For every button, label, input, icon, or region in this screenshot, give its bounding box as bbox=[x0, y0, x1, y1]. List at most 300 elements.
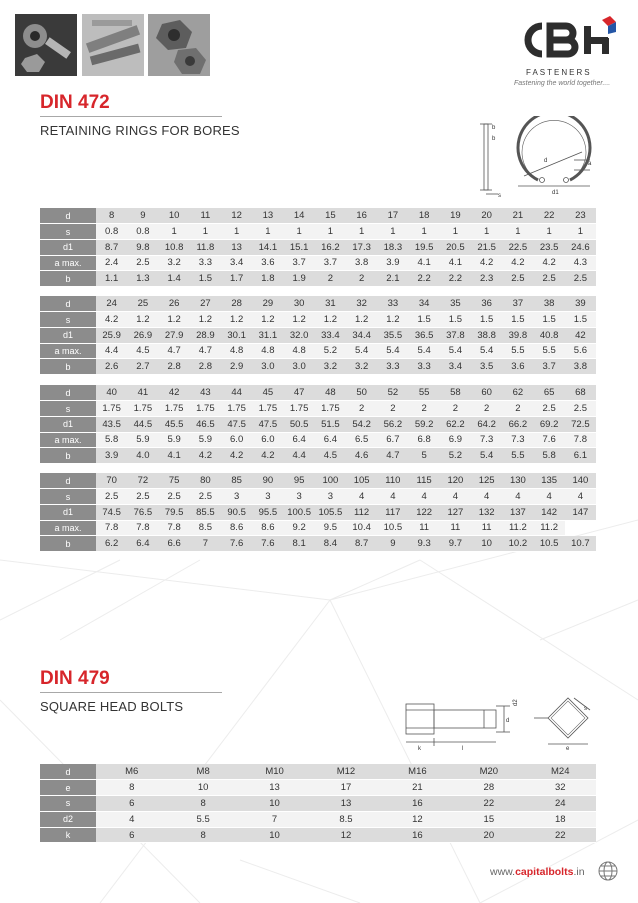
table-cell: 5.4 bbox=[409, 343, 440, 359]
table-cell: 1 bbox=[471, 224, 502, 240]
table-cell: 8.5 bbox=[310, 811, 381, 827]
table-cell: 21 bbox=[502, 208, 533, 224]
table-cell: 80 bbox=[190, 473, 221, 489]
table-cell: 31 bbox=[315, 296, 346, 312]
logo-mark bbox=[516, 16, 620, 64]
table-cell: 2.5 bbox=[127, 255, 158, 271]
table-cell: 28 bbox=[453, 780, 524, 796]
table-cell: 16 bbox=[346, 208, 377, 224]
table-cell: 5.6 bbox=[565, 343, 596, 359]
din472-row bbox=[40, 536, 596, 552]
din472-row bbox=[40, 416, 596, 432]
table-cell: 62.2 bbox=[440, 416, 471, 432]
table-cell: 5.9 bbox=[127, 432, 158, 448]
row-label: d1 bbox=[40, 416, 96, 432]
din472-row bbox=[40, 385, 596, 401]
table-cell: 1 bbox=[409, 224, 440, 240]
table-cell: 5.5 bbox=[534, 343, 565, 359]
table-cell: 5.2 bbox=[440, 448, 471, 464]
table-cell: 13 bbox=[239, 780, 310, 796]
table-cell: 5.4 bbox=[471, 448, 502, 464]
table-cell: 4 bbox=[502, 489, 533, 505]
table-cell: 4.8 bbox=[221, 343, 252, 359]
din472-row bbox=[40, 271, 596, 287]
table-cell: 4.0 bbox=[127, 448, 158, 464]
table-cell: 8.6 bbox=[221, 520, 252, 536]
drawing-label-d2: d2 bbox=[513, 699, 519, 706]
table-cell: 1.7 bbox=[221, 271, 252, 287]
table-cell: 50.5 bbox=[284, 416, 315, 432]
table-cell: 95.5 bbox=[252, 504, 283, 520]
table-cell: 42 bbox=[565, 327, 596, 343]
table-cell: 10 bbox=[159, 208, 190, 224]
table-cell: 125 bbox=[471, 473, 502, 489]
table-cell: 15 bbox=[453, 811, 524, 827]
table-cell: 39.8 bbox=[502, 327, 533, 343]
table-cell: 2.3 bbox=[471, 271, 502, 287]
table-cell: 6.5 bbox=[346, 432, 377, 448]
table-cell: 8.5 bbox=[190, 520, 221, 536]
table-cell: M20 bbox=[453, 764, 524, 780]
table-cell: 5.5 bbox=[167, 811, 238, 827]
table-cell: 2.7 bbox=[127, 359, 158, 375]
table-cell: 3.2 bbox=[346, 359, 377, 375]
globe-icon bbox=[597, 860, 619, 882]
table-cell: 10.8 bbox=[159, 239, 190, 255]
din472-table-block-1 bbox=[40, 208, 596, 287]
table-cell: 1.9 bbox=[284, 271, 315, 287]
table-cell: M24 bbox=[525, 764, 596, 780]
table-cell: 14 bbox=[284, 208, 315, 224]
table-cell: 3.7 bbox=[284, 255, 315, 271]
table-cell: 15 bbox=[315, 208, 346, 224]
table-cell: 28 bbox=[221, 296, 252, 312]
table-cell: 2.9 bbox=[221, 359, 252, 375]
table-cell: 2.6 bbox=[96, 359, 127, 375]
table-cell: 3 bbox=[252, 489, 283, 505]
table-cell: 25 bbox=[127, 296, 158, 312]
table-cell: 5.4 bbox=[440, 343, 471, 359]
table-cell: 3.9 bbox=[377, 255, 408, 271]
row-label: d bbox=[40, 208, 96, 224]
table-cell: 1.75 bbox=[221, 401, 252, 417]
table-cell: 42 bbox=[159, 385, 190, 401]
table-cell: 115 bbox=[409, 473, 440, 489]
table-cell: 4.7 bbox=[190, 343, 221, 359]
table-cell: 74.5 bbox=[96, 504, 127, 520]
drawing-label-d: d bbox=[544, 158, 548, 164]
table-cell: 3.3 bbox=[377, 359, 408, 375]
din479-row bbox=[40, 811, 596, 827]
table-cell: 6.6 bbox=[159, 536, 190, 552]
table-cell: 22 bbox=[453, 796, 524, 812]
table-cell: 1.2 bbox=[346, 312, 377, 328]
table-cell: 1 bbox=[502, 224, 533, 240]
table-cell: 2 bbox=[502, 401, 533, 417]
table-cell: 4.5 bbox=[127, 343, 158, 359]
table-cell: 2.5 bbox=[565, 271, 596, 287]
table-cell: 2 bbox=[471, 401, 502, 417]
table-cell: 3.0 bbox=[284, 359, 315, 375]
table-cell: 9 bbox=[377, 536, 408, 552]
table-cell: 1.75 bbox=[315, 401, 346, 417]
table-cell: 6.9 bbox=[440, 432, 471, 448]
table-cell: 1 bbox=[252, 224, 283, 240]
table-cell: 45 bbox=[252, 385, 283, 401]
table-cell: 95 bbox=[284, 473, 315, 489]
table-cell: 16 bbox=[382, 827, 453, 843]
table-cell: 72 bbox=[127, 473, 158, 489]
table-cell: 43 bbox=[190, 385, 221, 401]
table-cell: 7.6 bbox=[252, 536, 283, 552]
table-cell: 3.7 bbox=[534, 359, 565, 375]
table-cell: 5.9 bbox=[159, 432, 190, 448]
table-cell: 44.5 bbox=[127, 416, 158, 432]
table-cell: 13 bbox=[221, 239, 252, 255]
table-cell: 7.8 bbox=[159, 520, 190, 536]
din472-row bbox=[40, 401, 596, 417]
table-cell: 3.6 bbox=[252, 255, 283, 271]
table-cell: 4.4 bbox=[284, 448, 315, 464]
table-cell: 30.1 bbox=[221, 327, 252, 343]
drawing-label-k: k bbox=[418, 746, 421, 752]
table-cell: 1.2 bbox=[190, 312, 221, 328]
table-cell: 6.0 bbox=[252, 432, 283, 448]
table-cell: 10.5 bbox=[534, 536, 565, 552]
table-cell: M6 bbox=[96, 764, 167, 780]
table-cell: 1.2 bbox=[377, 312, 408, 328]
table-cell: 122 bbox=[409, 504, 440, 520]
table-cell: 5.5 bbox=[502, 343, 533, 359]
drawing-label-d1: d1 bbox=[552, 190, 559, 196]
table-cell: 47.5 bbox=[252, 416, 283, 432]
table-cell: 9.7 bbox=[440, 536, 471, 552]
table-cell: 51.5 bbox=[315, 416, 346, 432]
table-cell: 11.2 bbox=[502, 520, 533, 536]
table-cell: 6.8 bbox=[409, 432, 440, 448]
table-cell: 1 bbox=[377, 224, 408, 240]
table-cell: 24 bbox=[96, 296, 127, 312]
table-cell: 1 bbox=[284, 224, 315, 240]
table-cell: 64.2 bbox=[471, 416, 502, 432]
table-cell: 20 bbox=[453, 827, 524, 843]
table-cell: 34 bbox=[409, 296, 440, 312]
table-cell: 6 bbox=[96, 796, 167, 812]
table-cell: 5.5 bbox=[502, 448, 533, 464]
din472-row bbox=[40, 359, 596, 375]
table-cell: 7 bbox=[239, 811, 310, 827]
table-cell: 11 bbox=[190, 208, 221, 224]
table-cell: 8.7 bbox=[346, 536, 377, 552]
table-cell: 20.5 bbox=[440, 239, 471, 255]
table-cell: 147 bbox=[565, 504, 596, 520]
table-cell: 38.8 bbox=[471, 327, 502, 343]
table-cell: 4.2 bbox=[534, 255, 565, 271]
table-cell: 9.5 bbox=[315, 520, 346, 536]
drawing-label-e: e bbox=[566, 746, 570, 752]
table-cell: 1 bbox=[221, 224, 252, 240]
drawing-label-s: s bbox=[584, 706, 587, 712]
table-cell: 50 bbox=[346, 385, 377, 401]
table-cell: 68 bbox=[565, 385, 596, 401]
table-cell: 1.1 bbox=[96, 271, 127, 287]
table-cell: 3.4 bbox=[440, 359, 471, 375]
table-cell: 1.2 bbox=[221, 312, 252, 328]
table-cell: 65 bbox=[534, 385, 565, 401]
table-cell: 19 bbox=[440, 208, 471, 224]
table-cell: 24.6 bbox=[565, 239, 596, 255]
table-cell: 11 bbox=[471, 520, 502, 536]
table-cell: 7.8 bbox=[96, 520, 127, 536]
brand-tagline: Fastening the world together.... bbox=[514, 80, 611, 87]
table-cell: 1.5 bbox=[440, 312, 471, 328]
table-cell: 22.5 bbox=[502, 239, 533, 255]
table-cell: 1.75 bbox=[190, 401, 221, 417]
table-cell: 8 bbox=[96, 208, 127, 224]
din479-table bbox=[40, 764, 596, 843]
table-cell: 29 bbox=[252, 296, 283, 312]
table-cell: 39 bbox=[565, 296, 596, 312]
table-cell: 6.4 bbox=[315, 432, 346, 448]
table-cell: M8 bbox=[167, 764, 238, 780]
table-cell: 2.5 bbox=[159, 489, 190, 505]
table-cell: 5.8 bbox=[534, 448, 565, 464]
table-cell: 31.1 bbox=[252, 327, 283, 343]
din472-row bbox=[40, 224, 596, 240]
table-cell: 10.5 bbox=[377, 520, 408, 536]
din472-subtitle: RETAINING RINGS FOR BORES bbox=[40, 123, 240, 138]
table-cell: 8 bbox=[167, 796, 238, 812]
table-cell: 4.2 bbox=[190, 448, 221, 464]
table-cell: 130 bbox=[502, 473, 533, 489]
table-cell: 23.5 bbox=[534, 239, 565, 255]
din472-row bbox=[40, 208, 596, 224]
table-cell: 12 bbox=[382, 811, 453, 827]
table-cell: 38 bbox=[534, 296, 565, 312]
row-label: d1 bbox=[40, 327, 96, 343]
table-cell: 7.6 bbox=[221, 536, 252, 552]
table-cell: 137 bbox=[502, 504, 533, 520]
table-cell: 4.7 bbox=[159, 343, 190, 359]
row-label: s bbox=[40, 489, 96, 505]
table-cell: 76.5 bbox=[127, 504, 158, 520]
table-cell: 100.5 bbox=[284, 504, 315, 520]
table-cell: 62 bbox=[502, 385, 533, 401]
table-cell: 1.5 bbox=[190, 271, 221, 287]
din472-title: DIN 472 bbox=[40, 92, 110, 113]
table-cell: 1.5 bbox=[409, 312, 440, 328]
table-cell: 60 bbox=[471, 385, 502, 401]
table-cell: 10.2 bbox=[502, 536, 533, 552]
row-label: d1 bbox=[40, 504, 96, 520]
table-cell: 32 bbox=[525, 780, 596, 796]
table-cell: 3.4 bbox=[221, 255, 252, 271]
table-cell: 4.2 bbox=[502, 255, 533, 271]
table-cell: 15.1 bbox=[284, 239, 315, 255]
table-cell: 2.1 bbox=[377, 271, 408, 287]
table-cell: 5.4 bbox=[377, 343, 408, 359]
table-cell: 17 bbox=[377, 208, 408, 224]
table-cell: 11 bbox=[409, 520, 440, 536]
table-cell: 1 bbox=[440, 224, 471, 240]
website-link[interactable]: www.capitalbolts.in bbox=[490, 866, 585, 878]
table-cell: 1 bbox=[565, 224, 596, 240]
drawing-label-l: l bbox=[462, 746, 464, 752]
table-cell: 26.9 bbox=[127, 327, 158, 343]
din479-row bbox=[40, 764, 596, 780]
table-cell: 7.8 bbox=[565, 432, 596, 448]
square-head-bolt-drawing bbox=[398, 690, 598, 754]
table-cell: 4 bbox=[377, 489, 408, 505]
table-cell: M16 bbox=[382, 764, 453, 780]
table-cell: 52 bbox=[377, 385, 408, 401]
table-cell: 9.8 bbox=[127, 239, 158, 255]
table-cell: 2 bbox=[409, 401, 440, 417]
table-cell: 24 bbox=[525, 796, 596, 812]
table-cell: 3.2 bbox=[315, 359, 346, 375]
table-cell: 3 bbox=[284, 489, 315, 505]
table-cell: 69.2 bbox=[534, 416, 565, 432]
table-cell: 1.2 bbox=[159, 312, 190, 328]
table-cell: 2.5 bbox=[502, 271, 533, 287]
table-cell: 18 bbox=[525, 811, 596, 827]
din479-title: DIN 479 bbox=[40, 668, 110, 689]
table-cell: 127 bbox=[440, 504, 471, 520]
table-cell: 43.5 bbox=[96, 416, 127, 432]
table-cell: M10 bbox=[239, 764, 310, 780]
row-label: d bbox=[40, 473, 96, 489]
table-cell: 8.7 bbox=[96, 239, 127, 255]
table-cell: 7.6 bbox=[534, 432, 565, 448]
table-cell: 2.4 bbox=[96, 255, 127, 271]
row-label: a max. bbox=[40, 343, 96, 359]
table-cell: 3 bbox=[315, 489, 346, 505]
din472-row bbox=[40, 239, 596, 255]
row-label: a max. bbox=[40, 432, 96, 448]
din472-row bbox=[40, 327, 596, 343]
table-cell: 11 bbox=[440, 520, 471, 536]
table-cell: 6.4 bbox=[284, 432, 315, 448]
table-cell: 5.8 bbox=[96, 432, 127, 448]
table-cell: 3.8 bbox=[346, 255, 377, 271]
table-cell: 55 bbox=[409, 385, 440, 401]
table-cell: 22 bbox=[534, 208, 565, 224]
table-cell: 3.5 bbox=[471, 359, 502, 375]
table-cell: 6.2 bbox=[96, 536, 127, 552]
row-label: b bbox=[40, 359, 96, 375]
table-cell: 2.2 bbox=[409, 271, 440, 287]
table-cell: 4 bbox=[346, 489, 377, 505]
table-cell: 132 bbox=[471, 504, 502, 520]
table-cell: 110 bbox=[377, 473, 408, 489]
table-cell: 75 bbox=[159, 473, 190, 489]
table-cell: 37.8 bbox=[440, 327, 471, 343]
table-cell: 10.4 bbox=[346, 520, 377, 536]
drawing-label-a: a bbox=[588, 161, 592, 167]
table-cell: 7 bbox=[190, 536, 221, 552]
drawing-label-b2: b bbox=[492, 136, 496, 142]
din472-row bbox=[40, 343, 596, 359]
table-cell: 1 bbox=[346, 224, 377, 240]
table-cell: 5.9 bbox=[190, 432, 221, 448]
table-cell: 112 bbox=[346, 504, 377, 520]
table-cell: 13 bbox=[252, 208, 283, 224]
row-label: a max. bbox=[40, 520, 96, 536]
table-cell: 4 bbox=[565, 489, 596, 505]
table-cell: 2.8 bbox=[159, 359, 190, 375]
din472-row bbox=[40, 255, 596, 271]
table-cell: 4.8 bbox=[252, 343, 283, 359]
table-cell: 8.4 bbox=[315, 536, 346, 552]
table-cell: 56.2 bbox=[377, 416, 408, 432]
table-cell: 5.4 bbox=[346, 343, 377, 359]
table-cell: 18 bbox=[409, 208, 440, 224]
table-cell: 59.2 bbox=[409, 416, 440, 432]
table-cell: 2.8 bbox=[190, 359, 221, 375]
table-cell: 3 bbox=[221, 489, 252, 505]
table-cell: 1.4 bbox=[159, 271, 190, 287]
table-cell: 105.5 bbox=[315, 504, 346, 520]
table-cell: 7.8 bbox=[127, 520, 158, 536]
din472-title-rule bbox=[40, 116, 222, 117]
row-label: a max. bbox=[40, 255, 96, 271]
table-cell: 3.9 bbox=[96, 448, 127, 464]
table-cell: 1 bbox=[315, 224, 346, 240]
table-cell: 11.2 bbox=[534, 520, 565, 536]
row-label: s bbox=[40, 401, 96, 417]
table-cell: 9.2 bbox=[284, 520, 315, 536]
table-cell: 1.75 bbox=[284, 401, 315, 417]
table-cell: 1 bbox=[159, 224, 190, 240]
table-cell: 9.3 bbox=[409, 536, 440, 552]
table-cell: 8.6 bbox=[252, 520, 283, 536]
table-cell: 1.75 bbox=[96, 401, 127, 417]
table-cell: 23 bbox=[565, 208, 596, 224]
table-cell: 100 bbox=[315, 473, 346, 489]
table-cell: 79.5 bbox=[159, 504, 190, 520]
table-cell: 21.5 bbox=[471, 239, 502, 255]
table-cell: 37 bbox=[502, 296, 533, 312]
table-cell: 90.5 bbox=[221, 504, 252, 520]
table-cell: 34.4 bbox=[346, 327, 377, 343]
din472-row bbox=[40, 473, 596, 489]
table-cell: 2.2 bbox=[440, 271, 471, 287]
row-label: b bbox=[40, 448, 96, 464]
table-cell: 4.1 bbox=[409, 255, 440, 271]
table-cell: 105 bbox=[346, 473, 377, 489]
table-cell: 4.4 bbox=[96, 343, 127, 359]
table-cell: 3.6 bbox=[502, 359, 533, 375]
table-cell: 4.6 bbox=[346, 448, 377, 464]
table-cell: 1.8 bbox=[252, 271, 283, 287]
table-cell: 3.0 bbox=[252, 359, 283, 375]
table-cell: 10 bbox=[167, 780, 238, 796]
table-cell: 10 bbox=[239, 827, 310, 843]
row-label: b bbox=[40, 271, 96, 287]
table-cell: 72.5 bbox=[565, 416, 596, 432]
table-cell: 2.5 bbox=[534, 401, 565, 417]
table-cell: 10 bbox=[239, 796, 310, 812]
row-label: d2 bbox=[40, 811, 96, 827]
din472-table-block-2 bbox=[40, 296, 596, 375]
table-cell: 1.5 bbox=[565, 312, 596, 328]
table-cell: 9 bbox=[127, 208, 158, 224]
row-label: d bbox=[40, 296, 96, 312]
table-cell: 4.5 bbox=[315, 448, 346, 464]
table-cell: 28.9 bbox=[190, 327, 221, 343]
din479-row bbox=[40, 780, 596, 796]
table-cell: 8.1 bbox=[284, 536, 315, 552]
